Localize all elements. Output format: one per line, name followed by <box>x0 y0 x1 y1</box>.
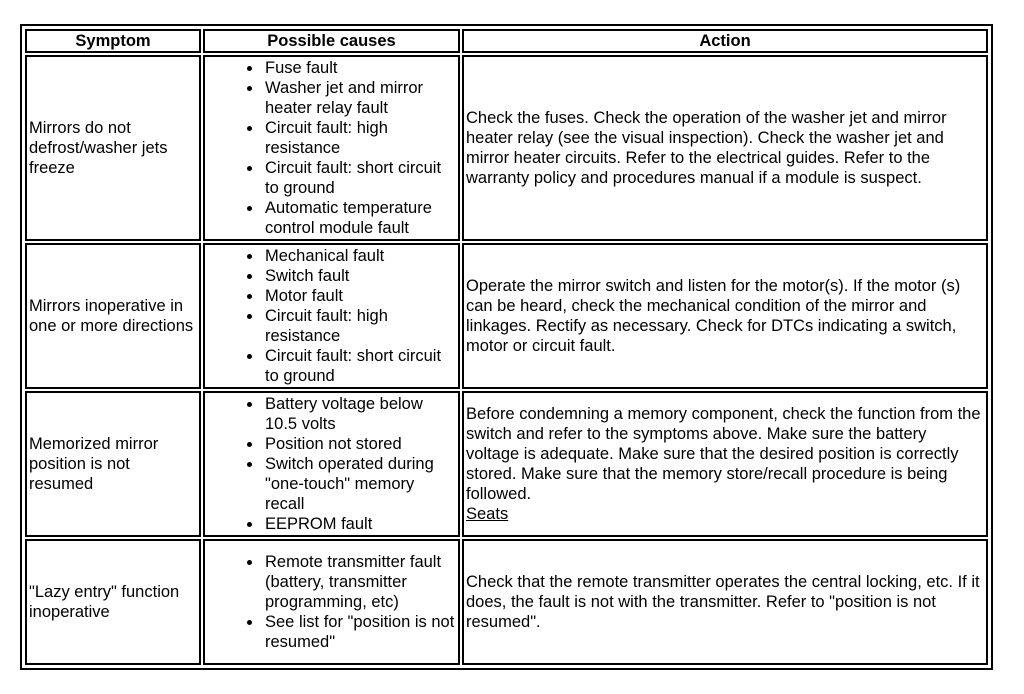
diagnosis-table-frame <box>20 24 993 670</box>
causes-list <box>205 552 458 652</box>
symptom-cell: Memorized mirror position is not resumed <box>25 391 201 537</box>
action-cell: Check the fuses. Check the operation of the washer jet and mirror heater relay (see the visual inspection). Check the washer jet and mirror heater circuits. Refer to the electrical guides. Refer to the warranty policy and procedures manual if a module is suspect. <box>462 55 988 241</box>
cause-item: • Mechanical fault <box>263 246 458 266</box>
action-cell: Check that the remote transmitter operates the central locking, etc. If it does, the fault is not with the transmitter. Refer to "position is not resumed". <box>462 539 988 665</box>
table-row <box>25 243 988 389</box>
cause-item: • EEPROM fault <box>263 514 458 534</box>
cause-item: • Washer jet and mirror heater relay fault <box>263 78 458 118</box>
table-row <box>25 539 988 665</box>
symptom-cell: Mirrors do not defrost/washer jets freeze <box>25 55 201 241</box>
cause-item: • Circuit fault: high resistance <box>263 118 458 158</box>
header-causes: Possible causes <box>203 29 460 53</box>
cause-item: • Remote transmitter fault (battery, transmitter programming, etc) <box>263 552 458 612</box>
cause-item: • Circuit fault: short circuit to ground <box>263 158 458 198</box>
seats-link[interactable]: Seats <box>466 505 509 523</box>
diagnosis-table <box>23 27 990 667</box>
causes-cell <box>203 55 460 241</box>
action-cell <box>462 391 988 537</box>
causes-list <box>205 394 458 534</box>
causes-cell <box>203 243 460 389</box>
cause-item: • See list for "position is not resumed" <box>263 612 458 652</box>
cause-item: • Circuit fault: high resistance <box>263 306 458 346</box>
cause-item: • Fuse fault <box>263 58 458 78</box>
causes-list <box>205 246 458 386</box>
header-symptom: Symptom <box>25 29 201 53</box>
causes-cell <box>203 391 460 537</box>
cause-item: • Automatic temperature control module fault <box>263 198 458 238</box>
cause-item: • Switch operated during "one-touch" memory recall <box>263 454 458 514</box>
cause-item: • Motor fault <box>263 286 458 306</box>
cause-item: • Position not stored <box>263 434 458 454</box>
header-row <box>25 29 988 53</box>
action-cell: Operate the mirror switch and listen for the motor(s). If the motor (s) can be heard, check the mechanical condition of the mirror and linkages. Rectify as necessary. Check for DTCs indicating a switch, motor or circuit fault. <box>462 243 988 389</box>
causes-cell <box>203 539 460 665</box>
cause-item: • Circuit fault: short circuit to ground <box>263 346 458 386</box>
symptom-cell: Mirrors inoperative in one or more directions <box>25 243 201 389</box>
cause-item: • Battery voltage below 10.5 volts <box>263 394 458 434</box>
causes-list <box>205 58 458 238</box>
cause-item: • Switch fault <box>263 266 458 286</box>
header-action: Action <box>462 29 988 53</box>
symptom-cell: "Lazy entry" function inoperative <box>25 539 201 665</box>
action-text: Before condemning a memory component, check the function from the switch and refer to the symptoms above. Make sure the battery voltage is adequate. Make sure that the desired position is correctly stored. Make sure that the memory store/recall procedure is being followed. <box>466 405 981 503</box>
table-row <box>25 391 988 537</box>
table-row <box>25 55 988 241</box>
